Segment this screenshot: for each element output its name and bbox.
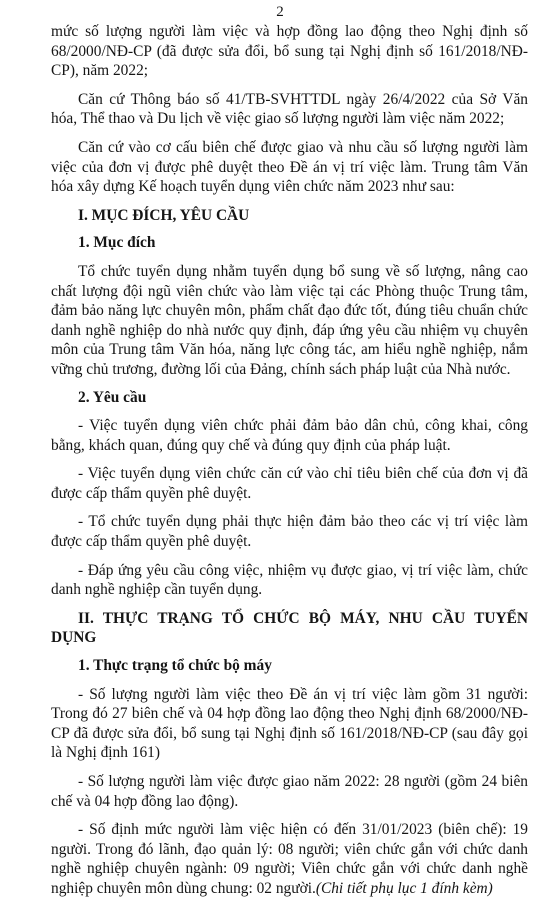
status-item-3 bbox=[51, 820, 528, 898]
subheading-requirements: 2. Yêu cầu bbox=[78, 388, 147, 406]
requirement-item-2: - Việc tuyển dụng viên chức căn cứ vào chỉ tiêu biên chế của đơn vị đã được cấp thẩm quyền phê duyệt. bbox=[51, 465, 528, 502]
requirement-item-3: - Tổ chức tuyển dụng phải thực hiện đảm bảo theo các vị trí việc làm được cấp thẩm quyền phê duyệt. bbox=[51, 513, 528, 551]
paragraph-notice-reference: Căn cứ Thông báo số 41/TB-SVHTTDL ngày 26/4/2022 của Sở Văn hóa, Thể thao và Du lịch về việc giao số lượng người làm việc năm 2022; bbox=[51, 90, 528, 128]
page-number: 2 bbox=[276, 4, 284, 20]
paragraph-legal-basis-continued: mức số lượng người làm việc và hợp đồng lao động theo Nghị định số 68/2000/NĐ-CP (đã được sửa đổi, bổ sung tại Nghị định số 161/2018/NĐ-CP), năm 2022; bbox=[51, 23, 528, 80]
paragraph-purpose: Tổ chức tuyển dụng nhằm tuyển dụng bổ sung về số lượng, nâng cao chất lượng đội ngũ viên chức vào làm việc tại các Phòng thuộc Trung tâm, đảm bảo năng lực chuyên môn, phẩm chất đạo đức tốt, đúng tiêu chuẩn chức danh nghề nghiệp do nhà nước quy định, đáp ứng yêu cầu nhiệm vụ chuyên môn của Trung tâm Văn hóa, năng lực công tác, am hiểu nghề nghiệp, nắm vững chủ trương, đường lối của Đảng, chính sách pháp luật của Nhà nước. bbox=[51, 262, 528, 378]
requirement-item-1: - Việc tuyển dụng viên chức phải đảm bảo dân chủ, công khai, công bằng, khách quan, đúng quy chế và đúng quy định của pháp luật. bbox=[51, 417, 528, 454]
subheading-purpose: 1. Mục đích bbox=[78, 234, 156, 252]
paragraph-plan-basis: Căn cứ vào cơ cấu biên chế được giao và nhu cầu số lượng người làm việc của đơn vị được phê duyệt theo Đề án vị trí việc làm. Trung tâm Văn hóa xây dựng Kế hoạch tuyển dụng viên chức năm 2023 như sau: bbox=[51, 138, 528, 196]
status-item-2: - Số lượng người làm việc được giao năm 2022: 28 người (gồm 24 biên chế và 04 hợp đồng lao động). bbox=[51, 773, 528, 810]
document-body bbox=[51, 22, 528, 899]
section-heading-current-status: II. THỰC TRẠNG TỔ CHỨC BỘ MÁY, NHU CẦU TUYỂN DỤNG bbox=[51, 609, 528, 647]
appendix-note: (Chi tiết phụ lục 1 đính kèm) bbox=[315, 879, 493, 897]
status-item-3-text: - Số định mức người làm việc hiện có đến 31/01/2023 (biên chế): 19 người. Trong đó lãnh, đạo quản lý: 08 người; viên chức gắn với chức danh nghề nghiệp chuyên ngành: 09 người; Viên chức gắn với chức danh nghề nghiệp chuyên môn dùng chung: 02 người. bbox=[51, 821, 528, 897]
section-heading-purpose-requirements: I. MỤC ĐÍCH, YÊU CẦU bbox=[78, 206, 250, 224]
status-item-1: - Số lượng người làm việc theo Đề án vị trí việc làm gồm 31 người: Trong đó 27 biên chế và 04 hợp đồng lao động theo Nghị định 68/2000/NĐ-CP đã được sửa đổi, bổ sung tại Nghị định số 161/2018/NĐ-CP (sau đây gọi là Nghị định 161) bbox=[51, 685, 528, 762]
requirement-item-4: - Đáp ứng yêu cầu công việc, nhiệm vụ được giao, vị trí việc làm, chức danh nghề nghiệp cần tuyển dụng. bbox=[51, 561, 528, 599]
subheading-organization-status: 1. Thực trạng tổ chức bộ máy bbox=[78, 657, 272, 675]
